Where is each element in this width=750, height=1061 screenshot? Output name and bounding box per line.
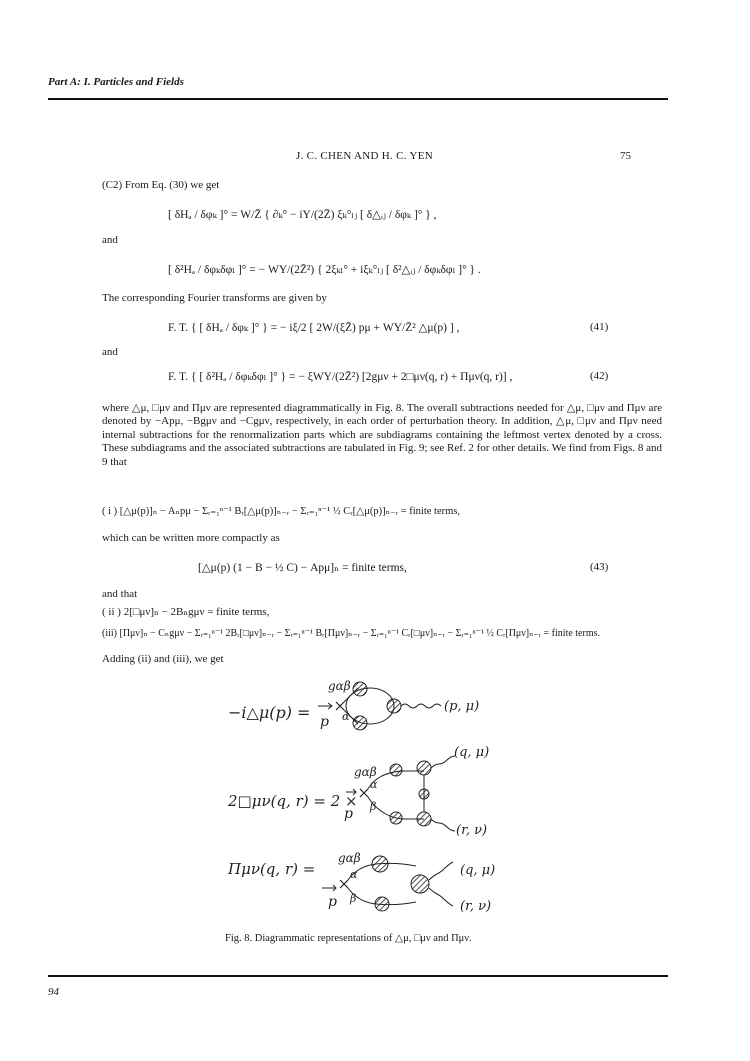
- equation-43-number: (43): [590, 561, 609, 573]
- d2-alpha-label: α: [370, 778, 378, 791]
- d3-blob-bottom: [375, 897, 389, 911]
- figure-8: [210, 672, 530, 932]
- section-header: Part A: I. Particles and Fields: [48, 76, 184, 88]
- d1-lhs: −i△μ(p) =: [228, 703, 311, 722]
- d1-vertex-label: gαβ: [328, 679, 351, 693]
- d1-blob-top: [353, 682, 367, 696]
- d3-blob-right: [411, 875, 429, 893]
- compact-intro: which can be written more compactly as: [102, 532, 280, 544]
- diagram-pi-mu-nu: [227, 851, 495, 914]
- d2-blob-top-left: [390, 764, 402, 776]
- d1-blob-right: [387, 699, 401, 713]
- d1-blob-bottom: [353, 716, 367, 730]
- d3-top-label: (q, μ): [460, 863, 496, 878]
- d3-p-label: p: [328, 894, 337, 910]
- d3-lhs: Πμν(q, r) =: [228, 860, 316, 878]
- figure-8-svg: [210, 672, 530, 927]
- item-ii: ( ii ) 2[□μν]ₙ − 2Bₙgμν = finite terms,: [102, 606, 270, 618]
- equation-42: F. T. { [ δ²Hₐ / δφₖδφₗ ]° } = − ξWY/(2Z̄²) [2gμν + 2□μν(q, r) + Πμν(q, r)] ,: [168, 371, 513, 383]
- and-text-2: and: [102, 346, 118, 358]
- equation-b: [ δ²Hₐ / δφₖδφₗ ]° = − WY/(2Z̄²) { 2ξₖₗ° + iξₖ°ₗⱼ [ δ²△ᵢⱼ / δφₖδφₗ ]° } .: [168, 264, 481, 276]
- equation-43: [△μ(p) (1 − B − ½ C) − Apμ]ₙ = finite terms,: [198, 562, 407, 574]
- d3-photon-out-bottom: [429, 888, 453, 906]
- d3-photon-out-top: [429, 862, 453, 880]
- d3-alpha-label: α: [350, 868, 358, 881]
- footer-rule: [48, 975, 668, 977]
- folio-page-number: 94: [48, 986, 59, 998]
- d2-blob-bottom-left: [390, 812, 402, 824]
- equation-42-number: (42): [590, 370, 609, 382]
- d2-photon-out-bottom: [431, 819, 455, 831]
- d1-right-label: (p, μ): [444, 699, 480, 714]
- d3-bottom-label: (r, ν): [460, 899, 492, 914]
- diagram-delta-mu: [228, 679, 479, 730]
- d1-alpha-label: α: [342, 710, 350, 723]
- equation-41-number: (41): [590, 321, 609, 333]
- d2-p-label: p: [344, 806, 353, 822]
- item-i: ( i ) [△μ(p)]ₙ − Aₙpμ − Σᵣ₌₁ⁿ⁻¹ Bᵣ[△μ(p)]ₙ₋ᵣ − Σᵣ₌₁ⁿ⁻¹ ½ Cᵣ[△μ(p)]ₙ₋ᵣ = finite terms,: [102, 506, 461, 517]
- d3-beta-label: β: [350, 892, 357, 905]
- d1-vertex-cross-icon: [336, 702, 344, 710]
- header-rule: [48, 98, 668, 100]
- d2-top-label: (q, μ): [454, 745, 490, 760]
- d3-vertex-cross-icon: [340, 880, 348, 888]
- d1-external-photon: [401, 704, 441, 708]
- adding-text: Adding (ii) and (iii), we get: [102, 653, 224, 665]
- d2-vertex-label: gαβ: [354, 765, 377, 779]
- and-that: and that: [102, 588, 138, 600]
- and-text-1: and: [102, 234, 118, 246]
- diagram-box-mu-nu: [227, 745, 489, 838]
- d3-vertex-label: gαβ: [338, 851, 361, 865]
- paragraph-subtractions: where △μ, □μν and Πμν are represented diagrammatically in Fig. 8. The overall subtractions needed for △μ, □μν and Πμν are denoted by −Apμ, −Bgμν and −Cgμν, respectively, in each order of perturbation theory. In addition, △μ, □μν and Πμν need internal subtractions for the renormalization parts which are subdiagrams containing the leftmost vertex denoted by a cross. These subdiagrams and the associated subtractions are tabulated in Fig. 9; see Ref. 2 for other details. We find from Figs. 8 and 9 that: [102, 402, 662, 468]
- c2-intro: (C2) From Eq. (30) we get: [102, 179, 220, 191]
- d1-p-label: p: [320, 714, 329, 730]
- figure-8-caption: Fig. 8. Diagrammatic representations of △μ, □μν and Πμν.: [225, 933, 472, 944]
- d2-blob-top-right: [417, 761, 431, 775]
- d2-bottom-label: (r, ν): [456, 823, 488, 838]
- d2-blob-mid: [419, 789, 429, 799]
- running-head-page-number: 75: [620, 150, 631, 162]
- running-head-authors: J. C. CHEN AND H. C. YEN: [296, 150, 433, 162]
- d2-beta-label: β: [370, 800, 377, 813]
- fourier-intro: The corresponding Fourier transforms are given by: [102, 292, 327, 304]
- d2-vertex-cross-icon: [360, 789, 368, 797]
- d3-blob-top: [372, 856, 388, 872]
- d2-blob-bottom-right: [417, 812, 431, 826]
- d2-photon-out-top: [431, 756, 455, 768]
- item-iii: (iii) [Πμν]ₙ − Cₙgμν − Σᵣ₌₁ⁿ⁻¹ 2Bᵣ[□μν]ₙ₋ᵣ − Σᵣ₌₁ⁿ⁻¹ Bᵣ[Πμν]ₙ₋ᵣ − Σᵣ₌₁ⁿ⁻¹ Cᵣ[□μν]ₙ₋ᵣ − Σᵣ₌₁ⁿ⁻¹ ½ Cᵣ[Πμν]ₙ₋ᵣ = finite terms.: [102, 628, 600, 639]
- equation-a: [ δHₐ / δφₖ ]° = W/Z̄ { ∂ₖ° − iY/(2Z̄) ξₖ°ₗⱼ [ δ△ᵢⱼ / δφₖ ]° } ,: [168, 209, 437, 221]
- d2-lhs: 2□μν(q, r) = 2 ×: [228, 792, 358, 810]
- equation-41: F. T. { [ δHₐ / δφₖ ]° } = − iξ/2 [ 2W/(ξZ̄) pμ + WY/Z̄² △μ(p) ] ,: [168, 322, 460, 334]
